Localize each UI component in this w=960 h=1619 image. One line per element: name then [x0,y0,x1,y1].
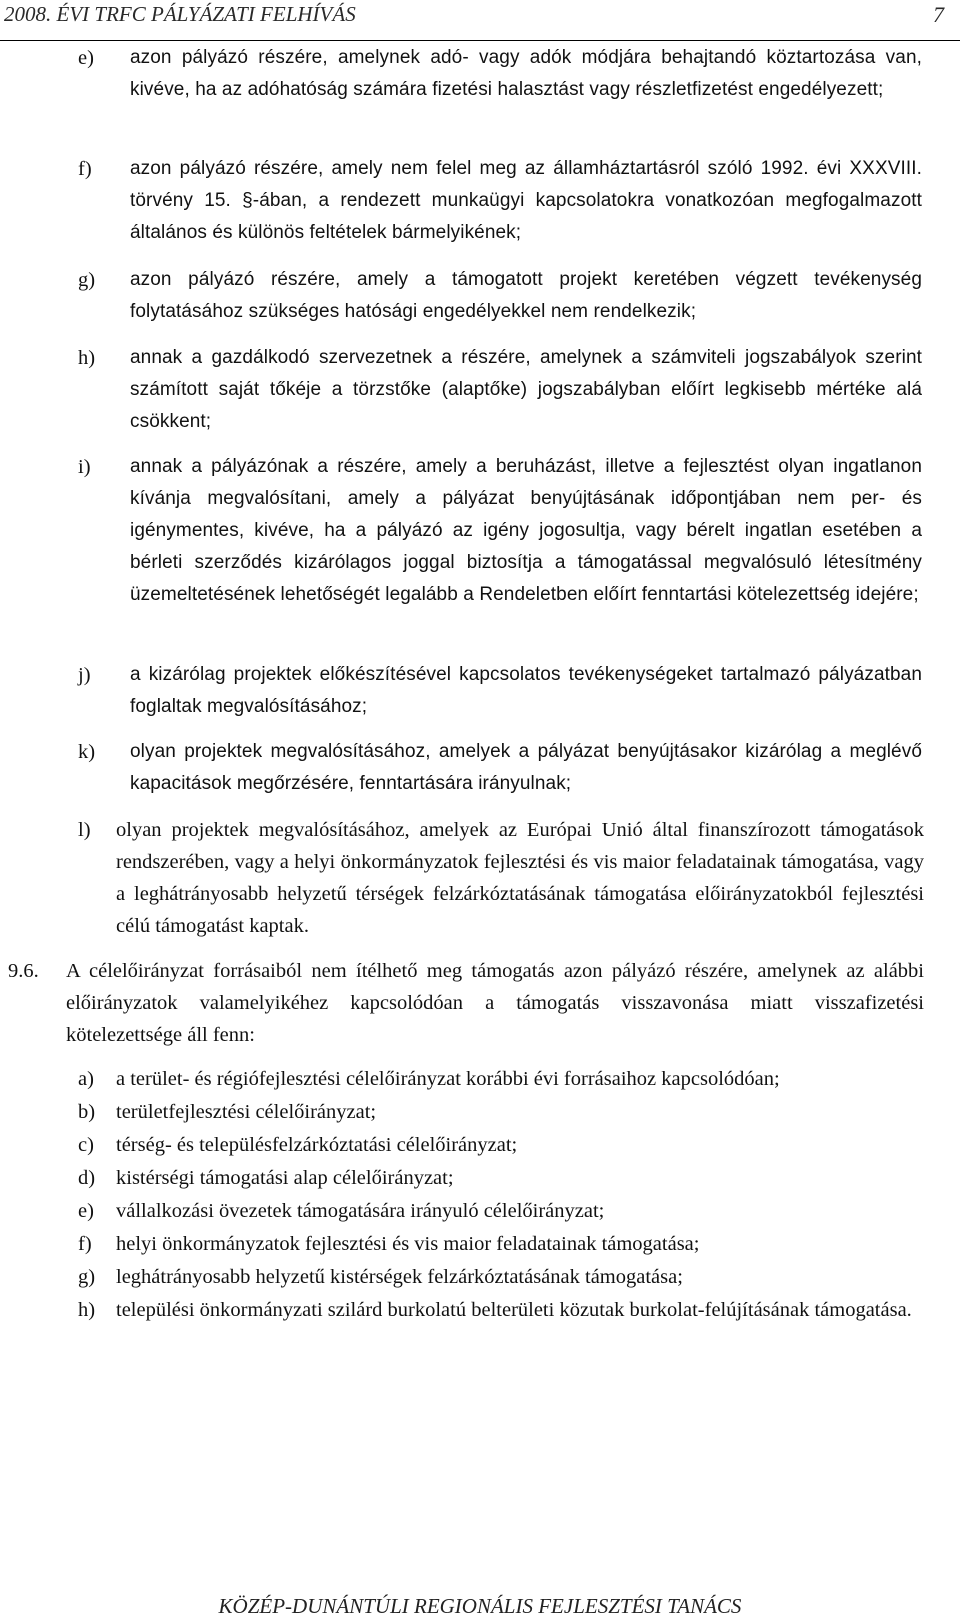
section-number: 9.6. [8,960,39,982]
page-footer: KÖZÉP-DUNÁNTÚLI REGIONÁLIS FEJLESZTÉSI TANÁCS [218,1594,742,1618]
list-item-letter: b) [78,1101,96,1123]
page-header-title: 2008. ÉVI TRFC PÁLYÁZATI FELHÍVÁS [4,2,356,26]
page-number: 7 [933,2,944,27]
list-item-letter: k) [78,741,96,763]
list-item-text: települési önkormányzati szilárd burkolatú belterületi közutak burkolat-felújításának támogatása. [116,1299,912,1321]
list-item-letter: f) [78,1233,92,1255]
list-item-letter: f) [78,158,92,180]
list-item-letter: i) [78,456,91,478]
list-item-letter: g) [78,269,96,291]
list-item-text: azon pályázó részére, amelynek adó- vagy adók módjára behajtandó köztartozása van, kivéve, ha az adóhatóság számára fizetési halasztást vagy részletfizetést engedélyezett; [130,47,922,100]
list-item-text: térség- és településfelzárkóztatási célelőirányzat; [116,1134,518,1156]
list-item-text: a terület- és régiófejlesztési célelőirányzat korábbi évi forrásaihoz kapcsolódóan; [116,1068,780,1090]
list-item-text: vállalkozási övezetek támogatására irányuló célelőirányzat; [116,1200,605,1222]
list-item-letter: l) [78,819,91,841]
list-item-text: annak a gazdálkodó szervezetnek a részére, amelynek a számviteli jogszabályok szerint számított saját tőkéje a törzstőke (alaptőke) jogszabályban előírt legkisebb mértéke alá csökkent; [130,347,922,432]
list-item-letter: c) [78,1134,94,1156]
list-item-text: azon pályázó részére, amely nem felel meg az államháztartásról szóló 1992. évi XXXVIII. törvény 15. §-ában, a rendezett munkaügyi kapcsolatokra vonatkozóan megfogalmazott általános és különös feltételek bármelyikének; [130,158,922,243]
list-item-letter: a) [78,1068,94,1090]
list-item-text: helyi önkormányzatok fejlesztési és vis maior feladatainak támogatása; [116,1233,700,1255]
section-paragraph: A célelőirányzat forrásaiból nem ítélhető meg támogatás azon pályázó részére, amelynek az alábbi előirányzatok valamelyikéhez kapcsolódóan a támogatás visszavonása miatt visszafizetési kötelezettsége áll fenn: [66,960,924,1046]
list-item-text: leghátrányosabb helyzetű kistérségek felzárkóztatásának támogatása; [116,1266,683,1288]
list-item-letter: g) [78,1266,96,1288]
list-item-letter: e) [78,47,94,69]
list-item-letter: h) [78,1299,96,1321]
list-item-text: azon pályázó részére, amely a támogatott projekt keretében végzett tevékenység folytatásához szükséges hatósági engedélyekkel nem rendelkezik; [130,269,922,322]
list-item-letter: d) [78,1167,96,1189]
list-item-text: olyan projektek megvalósításához, amelyek az Európai Unió által finanszírozott támogatások rendszerében, vagy a helyi önkormányzatok fejlesztési és vis maior feladatainak támogatása, vagy a leghátrányosabb helyzetű térségek felzárkóztatásának támogatása előirányzatokból fejlesztési célú támogatást kaptak. [116,819,924,937]
list-item-letter: e) [78,1200,94,1222]
list-item-letter: j) [78,664,91,686]
list-item-text: kistérségi támogatási alap célelőirányzat; [116,1167,454,1189]
list-item-letter: h) [78,347,96,369]
list-item-text: területfejlesztési célelőirányzat; [116,1101,377,1123]
header-divider [0,40,960,41]
list-item-text: olyan projektek megvalósításához, amelyek a pályázat benyújtásakor kizárólag a meglévő kapacitások megőrzésére, fenntartására irányulnak; [130,741,922,794]
list-item-text: a kizárólag projektek előkészítésével kapcsolatos tevékenységeket tartalmazó pályázatban foglaltak megvalósításához; [130,664,922,717]
list-item-text: annak a pályázónak a részére, amely a beruházást, illetve a fejlesztést olyan ingatlanon kívánja megvalósítani, amely a pályázat benyújtásának időpontjában nem per- és igénymentes, kivéve, ha a pályázó az igény jogosultja, vagy bérelt ingatlan esetében a bérleti szerződés kizárólagos joggal biztosítja a támogatással megvalósuló létesítmény üzemeltetésének lehetőségét legalább a Rendeletben előírt fenntartási kötelezettség idejére; [130,456,922,605]
